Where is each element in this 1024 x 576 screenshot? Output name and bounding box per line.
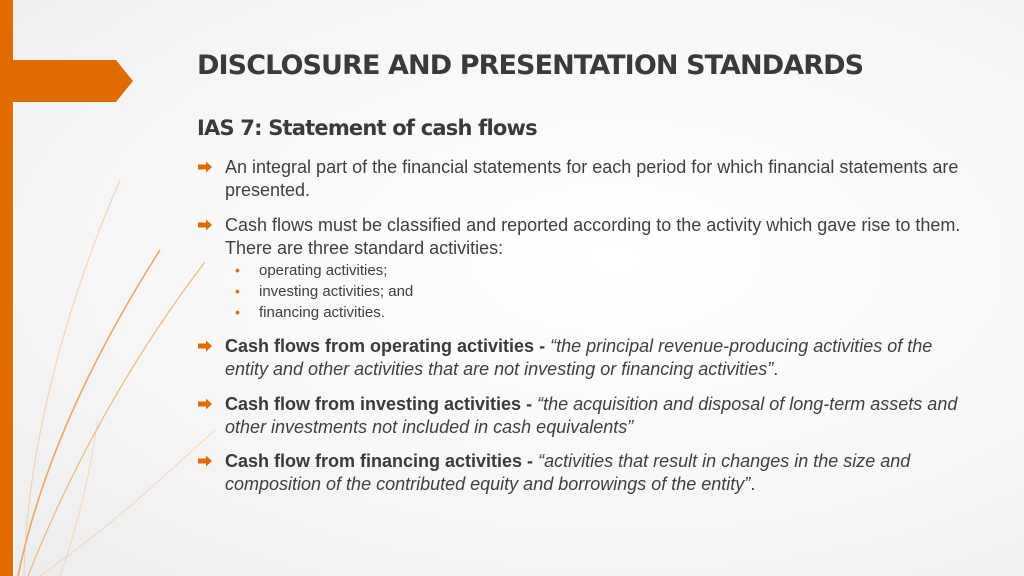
bullet-list [197,156,977,496]
bullet-item [197,450,977,496]
bullet-bold-term: Cash flow from financing activities - [225,451,534,471]
bullet-item [197,214,977,323]
slide-title: DISCLOSURE AND PRESENTATION STANDARDS [197,50,864,81]
sub-bullet-list [225,260,977,323]
arrow-bullet-icon [197,338,213,354]
bullet-definition: “the acquisition and disposal of long-term assets and other investments not included in cash equivalents” [225,394,958,437]
arrow-bullet-icon [197,396,213,412]
sub-bullet-item [225,281,977,302]
dot-bullet-icon: • [235,262,240,278]
bullet-item [197,156,977,202]
arrow-bullet-icon [197,453,213,469]
bullet-suffix: . [750,474,756,494]
bullet-item [197,335,977,381]
bullet-definition: “the principal revenue-producing activities of the entity and other activities that are not investing or financing activities” [225,336,933,379]
bullet-item [197,393,977,439]
arrow-bullet-icon [197,217,213,233]
bullet-bold-term: Cash flow from investing activities - [225,394,533,414]
slide-subtitle: IAS 7: Statement of cash flows [197,116,537,140]
bullet-text: An integral part of the financial statements for each period for which financial statements are presented. [225,157,959,200]
bullet-bold-term: Cash flows from operating activities - [225,336,546,356]
sub-bullet-text: investing activities; and [259,283,414,300]
sub-bullet-text: operating activities; [259,262,388,279]
sub-bullet-item [225,302,977,323]
sub-bullet-item [225,260,977,281]
dot-bullet-icon: • [235,304,240,320]
sub-bullet-text: financing activities. [259,304,385,321]
bullet-suffix: . [773,359,779,379]
dot-bullet-icon: • [235,283,240,299]
arrow-bullet-icon [197,159,213,175]
bullet-definition: “activities that result in changes in the size and composition of the contributed equity and borrowings of the entity” [225,451,911,494]
bullet-text: Cash flows must be classified and reported according to the activity which gave rise to them. There are three standard activities: [225,215,961,258]
